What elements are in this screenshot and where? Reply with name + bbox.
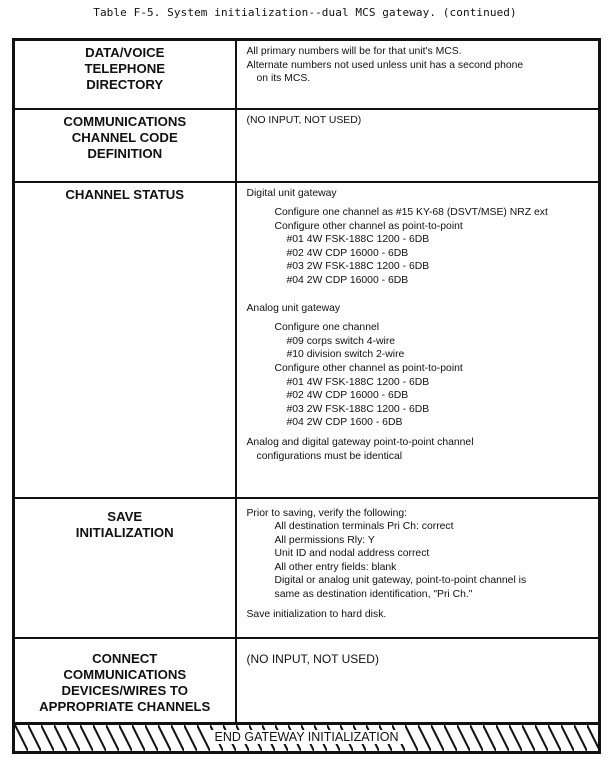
content-line: All primary numbers will be for that unit's MCS. — [246, 46, 462, 57]
spacer — [247, 288, 591, 302]
content-line: Alternate numbers not used unless unit has a second phone — [246, 59, 524, 71]
content-line: #02 4W CDP 16000 - 6DB — [286, 247, 409, 259]
table-row-channel-status — [14, 182, 600, 498]
content-line: Analog and digital gateway point-to-point channel — [246, 437, 474, 448]
content-line: #09 corps switch 4-wire — [286, 335, 396, 347]
content-line: All other entry fields: blank — [274, 561, 397, 573]
content-line: same as destination identification, "Pri Ch." — [274, 589, 473, 601]
row-label-line: INITIALIZATION — [75, 524, 174, 540]
content-line: Digital unit gateway — [246, 187, 337, 199]
row-label — [14, 109, 236, 182]
content-line: All destination terminals Pri Ch: correct — [274, 521, 454, 533]
row-label — [14, 638, 236, 724]
content-line: All permissions Rly: Y — [274, 534, 375, 546]
content-line: Prior to saving, verify the following: — [246, 507, 408, 519]
content-line: (NO INPUT, NOT USED) — [246, 651, 379, 666]
table-row-channel-code-definition — [14, 109, 600, 182]
content-line: #01 4W FSK-188C 1200 - 6DB — [286, 376, 430, 388]
row-content — [236, 40, 600, 109]
row-label-line: DEFINITION — [87, 145, 163, 161]
table-row-data-voice-directory — [14, 40, 600, 109]
row-label-line: DATA/VOICE — [85, 45, 165, 60]
row-label — [14, 40, 236, 109]
content-line: #10 division switch 2-wire — [286, 349, 405, 361]
content-line: on its MCS. — [256, 73, 311, 85]
content-line: #01 4W FSK-188C 1200 - 6DB — [286, 234, 430, 246]
row-label — [14, 498, 236, 638]
content-line: Configure other channel as point-to-point — [274, 363, 463, 375]
content-line: #03 2W FSK-188C 1200 - 6DB — [286, 403, 430, 415]
content-line: configurations must be identical — [256, 450, 403, 462]
row-label — [14, 182, 236, 498]
table-row-connect-devices — [14, 638, 600, 724]
hatched-footer — [14, 724, 600, 753]
row-label-line: SAVE — [107, 508, 143, 524]
row-content — [236, 498, 600, 638]
content-line: Unit ID and nodal address correct — [274, 548, 430, 560]
content-line: Save initialization to hard disk. — [246, 608, 387, 620]
content-line: (NO INPUT, NOT USED) — [246, 114, 362, 126]
row-label-line: APPROPRIATE CHANNELS — [39, 698, 211, 714]
row-label-line: DEVICES/WIRES TO — [61, 682, 189, 698]
content-line: Configure other channel as point-to-point — [274, 220, 463, 232]
content-line: Configure one channel as #15 KY-68 (DSVT/MSE) NRZ ext — [274, 207, 548, 219]
row-content — [236, 182, 600, 498]
content-line: #04 2W CDP 16000 - 6DB — [286, 275, 409, 287]
content-line: #03 2W FSK-188C 1200 - 6DB — [286, 261, 430, 273]
row-label-line: CHANNEL STATUS — [65, 186, 185, 202]
content-line: #02 4W CDP 16000 - 6DB — [286, 390, 409, 402]
row-label-line: DIRECTORY — [86, 77, 164, 92]
table-caption: Table F-5. System initialization--dual MCS gateway. (continued) — [93, 6, 517, 19]
content-line: Configure one channel — [274, 322, 380, 334]
table-row-save-initialization — [14, 498, 600, 638]
row-label-line: COMMUNICATIONS — [63, 113, 187, 129]
end-gateway-label: END GATEWAY INITIALIZATION — [208, 730, 404, 744]
row-label-line: CHANNEL CODE — [71, 129, 178, 145]
row-content — [236, 109, 600, 182]
content-line: Analog unit gateway — [246, 302, 341, 314]
row-label-line: TELEPHONE — [84, 61, 166, 76]
row-content — [236, 638, 600, 724]
row-label-line: COMMUNICATIONS — [63, 666, 187, 682]
content-line: Digital or analog unit gateway, point-to-point channel is — [274, 575, 527, 587]
row-label-line: CONNECT — [92, 650, 158, 666]
content-line: #04 2W CDP 1600 - 6DB — [286, 417, 403, 429]
initialization-table — [12, 38, 601, 754]
table-footer-row — [14, 724, 600, 753]
